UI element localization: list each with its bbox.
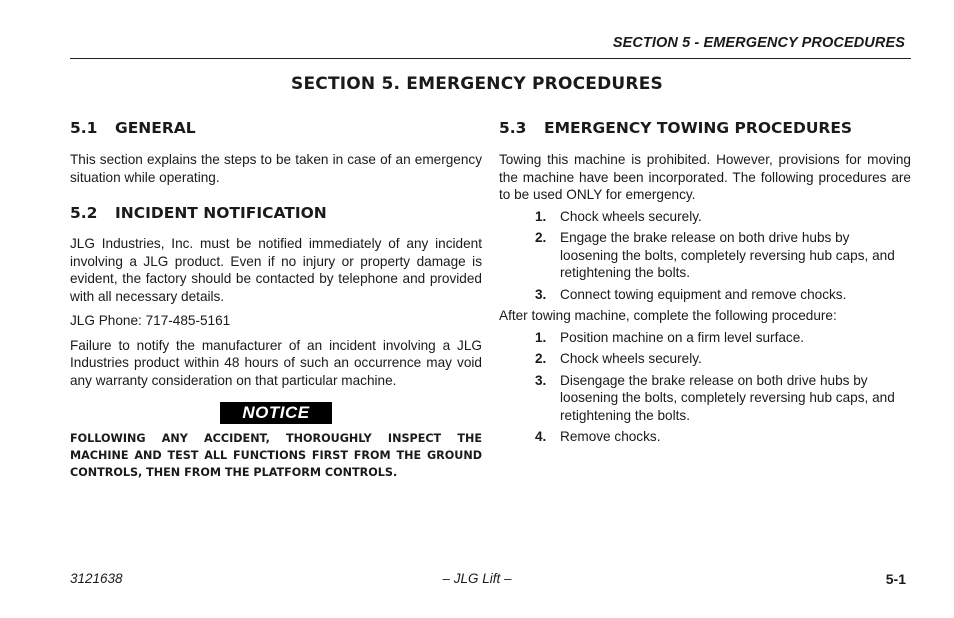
heading-text: EMERGENCY TOWING PROCEDURES <box>544 119 853 137</box>
general-paragraph: This section explains the steps to be taken in case of an emergency situation while operating. <box>70 152 482 185</box>
step-number: 4. <box>535 429 547 444</box>
step-number: 1. <box>535 208 547 224</box>
step-text: Position machine on a firm level surface. <box>560 329 805 345</box>
heading-text: GENERAL <box>115 119 196 137</box>
step-text: Chock wheels securely. <box>560 208 702 224</box>
notice-banner <box>70 402 482 424</box>
after-towing-text: After towing machine, complete the following procedure: <box>499 308 837 323</box>
step-text: Chock wheels securely. <box>560 351 702 366</box>
list-item <box>499 428 911 446</box>
list-item <box>499 286 911 304</box>
step-text: Connect towing equipment and remove chocks. <box>560 286 847 302</box>
left-column <box>70 118 482 481</box>
step-number: 2. <box>535 230 547 245</box>
running-header: SECTION 5 - EMERGENCY PROCEDURES <box>612 35 905 51</box>
step-number: 3. <box>535 372 547 388</box>
footer-center: – JLG Lift – <box>442 571 512 586</box>
footer-doc-number: 3121638 <box>70 571 123 586</box>
after-towing-steps <box>499 329 911 446</box>
page-title: SECTION 5. EMERGENCY PROCEDURES <box>291 74 663 94</box>
header-rule <box>70 58 911 59</box>
incident-paragraph-2: Failure to notify the manufacturer of an incident involving a JLG Industries product within 48 hours of such an occurrence may void any warranty consideration on that particular machine. <box>70 337 482 388</box>
step-number: 3. <box>535 286 547 302</box>
step-text: Remove chocks. <box>560 429 661 444</box>
list-item <box>499 208 911 226</box>
list-item <box>499 229 911 282</box>
page-number: 5-1 <box>885 571 906 587</box>
right-column <box>499 118 911 446</box>
step-number: 1. <box>535 329 547 345</box>
heading-number: 5.2 <box>70 204 98 222</box>
towing-steps <box>499 208 911 304</box>
list-item <box>499 329 911 347</box>
heading-5-1 <box>70 118 482 138</box>
heading-5-2 <box>70 203 482 223</box>
step-number: 2. <box>535 351 547 366</box>
list-item <box>499 372 911 425</box>
heading-number: 5.1 <box>70 119 98 137</box>
incident-paragraph-1: JLG Industries, Inc. must be notified immediately of any incident involving a JLG product. Even if no injury or property damage is evident, the factory should be contacted by telephone and provided with all necessary details. <box>70 236 482 304</box>
jlg-phone: JLG Phone: 717-485-5161 <box>70 313 231 328</box>
heading-number: 5.3 <box>499 119 527 137</box>
notice-text: FOLLOWING ANY ACCIDENT, THOROUGHLY INSPECT THE MACHINE AND TEST ALL FUNCTIONS FIRST FROM THE GROUND CONTROLS, THEN FROM THE PLATFORM CONTROLS. <box>70 432 482 479</box>
list-item <box>499 350 911 368</box>
towing-intro: Towing this machine is prohibited. However, provisions for moving the machine have been incorporated. The following procedures are to be used ONLY for emergency. <box>499 152 911 202</box>
heading-text: INCIDENT NOTIFICATION <box>115 204 327 222</box>
notice-label: NOTICE <box>220 402 331 424</box>
step-text: Engage the brake release on both drive hubs by loosening the bolts, completely reversing hub caps, and retightening the bolts. <box>560 230 895 280</box>
heading-5-3 <box>499 118 911 138</box>
step-text: Disengage the brake release on both drive hubs by loosening the bolts, completely reversing hub caps, and retightening the bolts. <box>560 372 895 423</box>
